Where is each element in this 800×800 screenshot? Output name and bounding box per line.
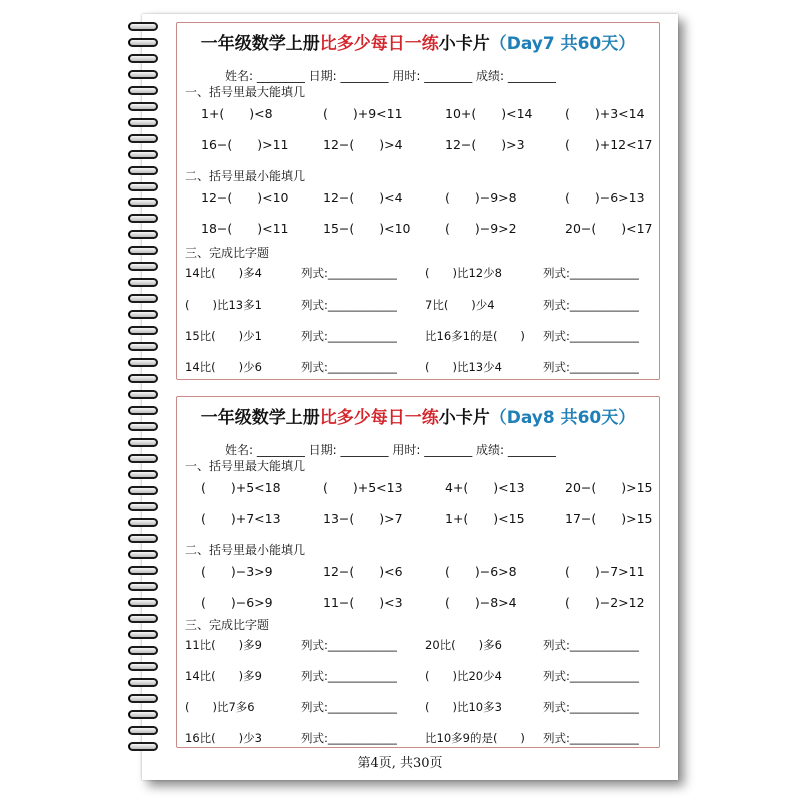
answer-blank: 列式:____________: [301, 298, 397, 312]
equation: ( )−8>4: [445, 595, 517, 610]
spiral-ring: [128, 118, 158, 127]
spiral-ring: [128, 454, 158, 463]
answer-blank: 列式:____________: [543, 266, 639, 280]
equation: 10+( )<14: [445, 106, 533, 121]
equation: 15−( )<10: [323, 221, 411, 236]
spiral-ring: [128, 550, 158, 559]
section-heading-min: 二、括号里最小能填几: [185, 543, 306, 557]
spiral-ring: [128, 182, 158, 191]
spiral-ring: [128, 54, 158, 63]
spiral-ring: [128, 614, 158, 623]
answer-blank: 列式:____________: [543, 360, 639, 374]
exercise-card-day7: [176, 22, 660, 380]
compare-question: ( )比12少8: [425, 266, 502, 280]
card-title: [177, 29, 659, 54]
title-prefix: 一年级数学上册: [200, 408, 320, 428]
equation: ( )+5<13: [323, 480, 403, 495]
equation: 12−( )<4: [323, 190, 403, 205]
spiral-ring: [128, 102, 158, 111]
compare-question: ( )比13多1: [185, 298, 262, 312]
answer-blank: 列式:____________: [301, 266, 397, 280]
spiral-ring: [128, 726, 158, 735]
spiral-ring: [128, 582, 158, 591]
equation: ( )+12<17: [565, 137, 653, 152]
equation: ( )−7>11: [565, 564, 645, 579]
page-footer: 第4页, 共30页: [357, 756, 443, 771]
spiral-ring: [128, 694, 158, 703]
spiral-ring: [128, 342, 158, 351]
equation: ( )+5<18: [201, 480, 281, 495]
spiral-ring: [128, 534, 158, 543]
equation: 13−( )>7: [323, 511, 403, 526]
answer-blank: 列式:____________: [543, 669, 639, 683]
spiral-ring: [128, 262, 158, 271]
title-highlight: 比多少每日一练: [319, 408, 439, 428]
spiral-ring: [128, 470, 158, 479]
spiral-ring: [128, 678, 158, 687]
equation: ( )−9>8: [445, 190, 517, 205]
equation: 4+( )<13: [445, 480, 525, 495]
spiral-ring: [128, 198, 158, 207]
compare-question: ( )比7多6: [185, 700, 255, 714]
spiral-ring: [128, 310, 158, 319]
spiral-ring: [128, 374, 158, 383]
spiral-ring: [128, 710, 158, 719]
spiral-ring: [128, 70, 158, 79]
equation: ( )+3<14: [565, 106, 645, 121]
spiral-ring: [128, 518, 158, 527]
answer-blank: 列式:____________: [301, 700, 397, 714]
compare-question: 14比( )多9: [185, 669, 262, 683]
section-heading-compare: 三、完成比字题: [185, 246, 270, 260]
title-day: （Day8 共60天）: [489, 408, 636, 428]
equation: 1+( )<15: [445, 511, 525, 526]
equation: 18−( )<11: [201, 221, 289, 236]
answer-blank: 列式:____________: [543, 638, 639, 652]
section-heading-max: 一、括号里最大能填几: [185, 85, 306, 99]
spiral-ring: [128, 326, 158, 335]
equation: ( )−3>9: [201, 564, 273, 579]
spiral-ring: [128, 214, 158, 223]
spiral-ring: [128, 134, 158, 143]
compare-question: ( )比10多3: [425, 700, 502, 714]
answer-blank: 列式:____________: [301, 329, 397, 343]
spiral-ring: [128, 150, 158, 159]
spiral-ring: [128, 598, 158, 607]
compare-question: 15比( )少1: [185, 329, 262, 343]
spiral-ring: [128, 294, 158, 303]
compare-question: 16比( )少3: [185, 731, 262, 745]
equation: ( )−9>2: [445, 221, 517, 236]
title-suffix: 小卡片: [438, 34, 490, 54]
spiral-ring: [128, 406, 158, 415]
answer-blank: 列式:____________: [301, 731, 397, 745]
equation: 11−( )<3: [323, 595, 403, 610]
exercise-card-day8: [176, 396, 660, 748]
spiral-ring: [128, 358, 158, 367]
spiral-ring: [128, 166, 158, 175]
equation: 1+( )<8: [201, 106, 273, 121]
spiral-ring: [128, 86, 158, 95]
spiral-ring: [128, 38, 158, 47]
spiral-ring: [128, 662, 158, 671]
answer-blank: 列式:____________: [301, 669, 397, 683]
spiral-ring: [128, 22, 158, 31]
section-heading-max: 一、括号里最大能填几: [185, 459, 306, 473]
spiral-ring: [128, 566, 158, 575]
card-title: [177, 403, 659, 428]
spiral-ring: [128, 278, 158, 287]
compare-question: 14比( )多4: [185, 266, 262, 280]
equation: 16−( )>11: [201, 137, 289, 152]
equation: 17−( )>15: [565, 511, 653, 526]
answer-blank: 列式:____________: [543, 731, 639, 745]
compare-question: 7比( )少4: [425, 298, 495, 312]
title-day: （Day7 共60天）: [489, 34, 636, 54]
equation: ( )+9<11: [323, 106, 403, 121]
section-heading-min: 二、括号里最小能填几: [185, 169, 306, 183]
equation: ( )−6>13: [565, 190, 645, 205]
equation: 12−( )<6: [323, 564, 403, 579]
equation: ( )−6>9: [201, 595, 273, 610]
compare-question: 14比( )少6: [185, 360, 262, 374]
section-heading-compare: 三、完成比字题: [185, 618, 270, 632]
compare-question: 比16多1的是( ): [425, 329, 525, 343]
answer-blank: 列式:____________: [543, 298, 639, 312]
spiral-ring: [128, 438, 158, 447]
equation: ( )+7<13: [201, 511, 281, 526]
student-info-line: 姓名: ________ 日期: ________ 用时: ________ 成绩: ________: [225, 443, 556, 457]
answer-blank: 列式:____________: [301, 360, 397, 374]
spiral-ring: [128, 742, 158, 751]
title-highlight: 比多少每日一练: [319, 34, 439, 54]
equation: 20−( )<17: [565, 221, 653, 236]
equation: 12−( )>3: [445, 137, 525, 152]
spiral-ring: [128, 486, 158, 495]
spiral-binding-icon: [128, 22, 164, 762]
spiral-ring: [128, 502, 158, 511]
equation: ( )−6>8: [445, 564, 517, 579]
spiral-ring: [128, 422, 158, 431]
answer-blank: 列式:____________: [301, 638, 397, 652]
answer-blank: 列式:____________: [543, 329, 639, 343]
compare-question: ( )比20少4: [425, 669, 502, 683]
student-info-line: 姓名: ________ 日期: ________ 用时: ________ 成绩: ________: [225, 69, 556, 83]
spiral-ring: [128, 246, 158, 255]
equation: ( )−2>12: [565, 595, 645, 610]
spiral-ring: [128, 630, 158, 639]
answer-blank: 列式:____________: [543, 700, 639, 714]
compare-question: 比10多9的是( ): [425, 731, 525, 745]
spiral-ring: [128, 646, 158, 655]
spiral-ring: [128, 390, 158, 399]
title-suffix: 小卡片: [438, 408, 490, 428]
compare-question: ( )比13少4: [425, 360, 502, 374]
equation: 20−( )>15: [565, 480, 653, 495]
equation: 12−( )<10: [201, 190, 289, 205]
equation: 12−( )>4: [323, 137, 403, 152]
compare-question: 20比( )多6: [425, 638, 502, 652]
title-prefix: 一年级数学上册: [200, 34, 320, 54]
spiral-ring: [128, 230, 158, 239]
compare-question: 11比( )多9: [185, 638, 262, 652]
